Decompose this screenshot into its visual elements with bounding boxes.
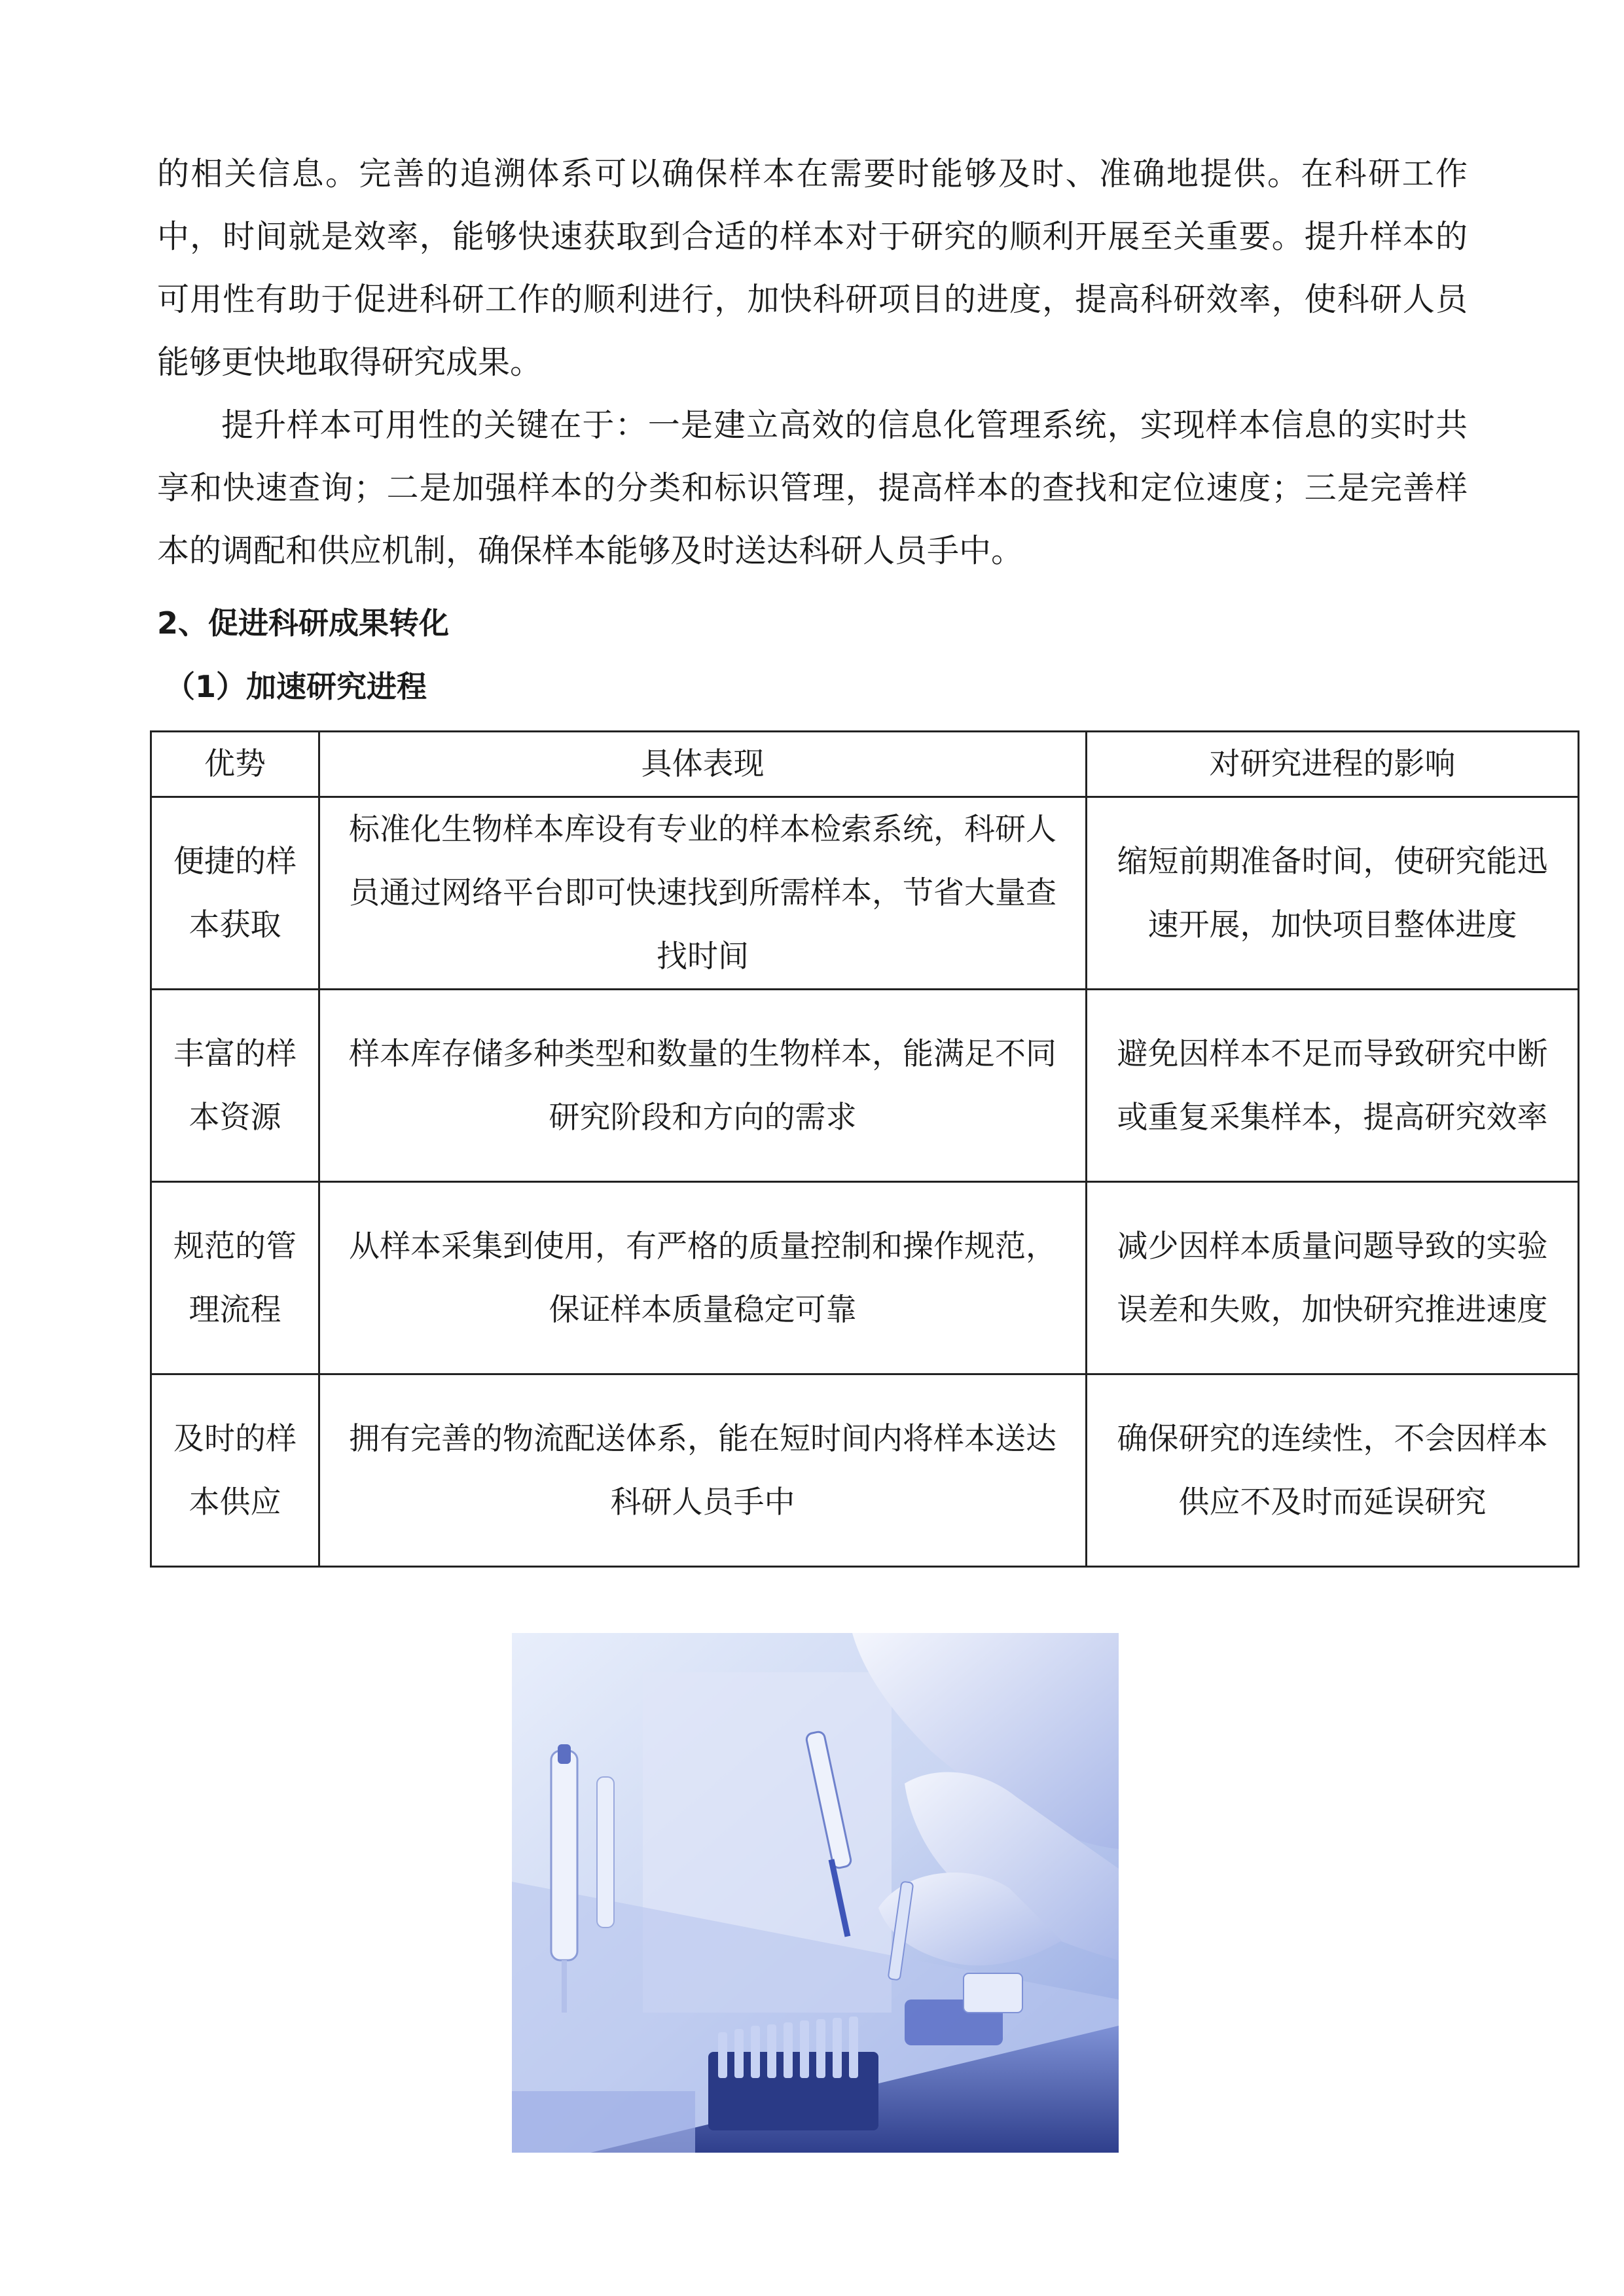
header-description: 具体表现 bbox=[319, 732, 1087, 797]
section-heading: 2、促进科研成果转化 bbox=[157, 605, 450, 641]
lab-pipette-photo bbox=[512, 1633, 1119, 2153]
cell-impact: 减少因样本质量问题导致的实验误差和失败，加快研究推进速度 bbox=[1087, 1182, 1579, 1374]
cell-description: 拥有完善的物流配送体系，能在短时间内将样本送达科研人员手中 bbox=[319, 1374, 1087, 1567]
cell-description: 样本库存储多种类型和数量的生物样本，能满足不同研究阶段和方向的需求 bbox=[319, 990, 1087, 1182]
research-progress-table bbox=[150, 730, 1579, 1568]
cell-impact: 避免因样本不足而导致研究中断或重复采集样本，提高研究效率 bbox=[1087, 990, 1579, 1182]
cell-advantage: 规范的管理流程 bbox=[151, 1182, 319, 1374]
body-paragraph-2: 提升样本可用性的关键在于：一是建立高效的信息化管理系统，实现样本信息的实时共享和快速查询；二是加强样本的分类和标识管理，提高样本的查找和定位速度；三是完善样本的调配和供应机制，确保样本能够及时送达科研人员手中。 bbox=[157, 406, 1468, 569]
table-row bbox=[151, 1374, 1579, 1567]
table-header-row bbox=[151, 732, 1579, 797]
cell-description: 从样本采集到使用，有严格的质量控制和操作规范，保证样本质量稳定可靠 bbox=[319, 1182, 1087, 1374]
header-impact: 对研究进程的影响 bbox=[1087, 732, 1579, 797]
cell-impact: 缩短前期准备时间，使研究能迅速开展，加快项目整体进度 bbox=[1087, 797, 1579, 990]
cell-description: 标准化生物样本库设有专业的样本检索系统，科研人员通过网络平台即可快速找到所需样本，节省大量查找时间 bbox=[319, 797, 1087, 990]
cell-advantage: 便捷的样本获取 bbox=[151, 797, 319, 990]
cell-advantage: 丰富的样本资源 bbox=[151, 990, 319, 1182]
header-advantage: 优势 bbox=[151, 732, 319, 797]
cell-advantage: 及时的样本供应 bbox=[151, 1374, 319, 1567]
cell-impact: 确保研究的连续性，不会因样本供应不及时而延误研究 bbox=[1087, 1374, 1579, 1567]
body-paragraph-1: 的相关信息。完善的追溯体系可以确保样本在需要时能够及时、准确地提供。在科研工作中，时间就是效率，能够快速获取到合适的样本对于研究的顺利开展至关重要。提升样本的可用性有助于促进科研工作的顺利进行，加快科研项目的进度，提高科研效率，使科研人员能够更快地取得研究成果。 bbox=[157, 155, 1468, 381]
table-row bbox=[151, 797, 1579, 990]
subsection-heading: （1）加速研究进程 bbox=[165, 669, 427, 704]
table-row bbox=[151, 1182, 1579, 1374]
table-row bbox=[151, 990, 1579, 1182]
